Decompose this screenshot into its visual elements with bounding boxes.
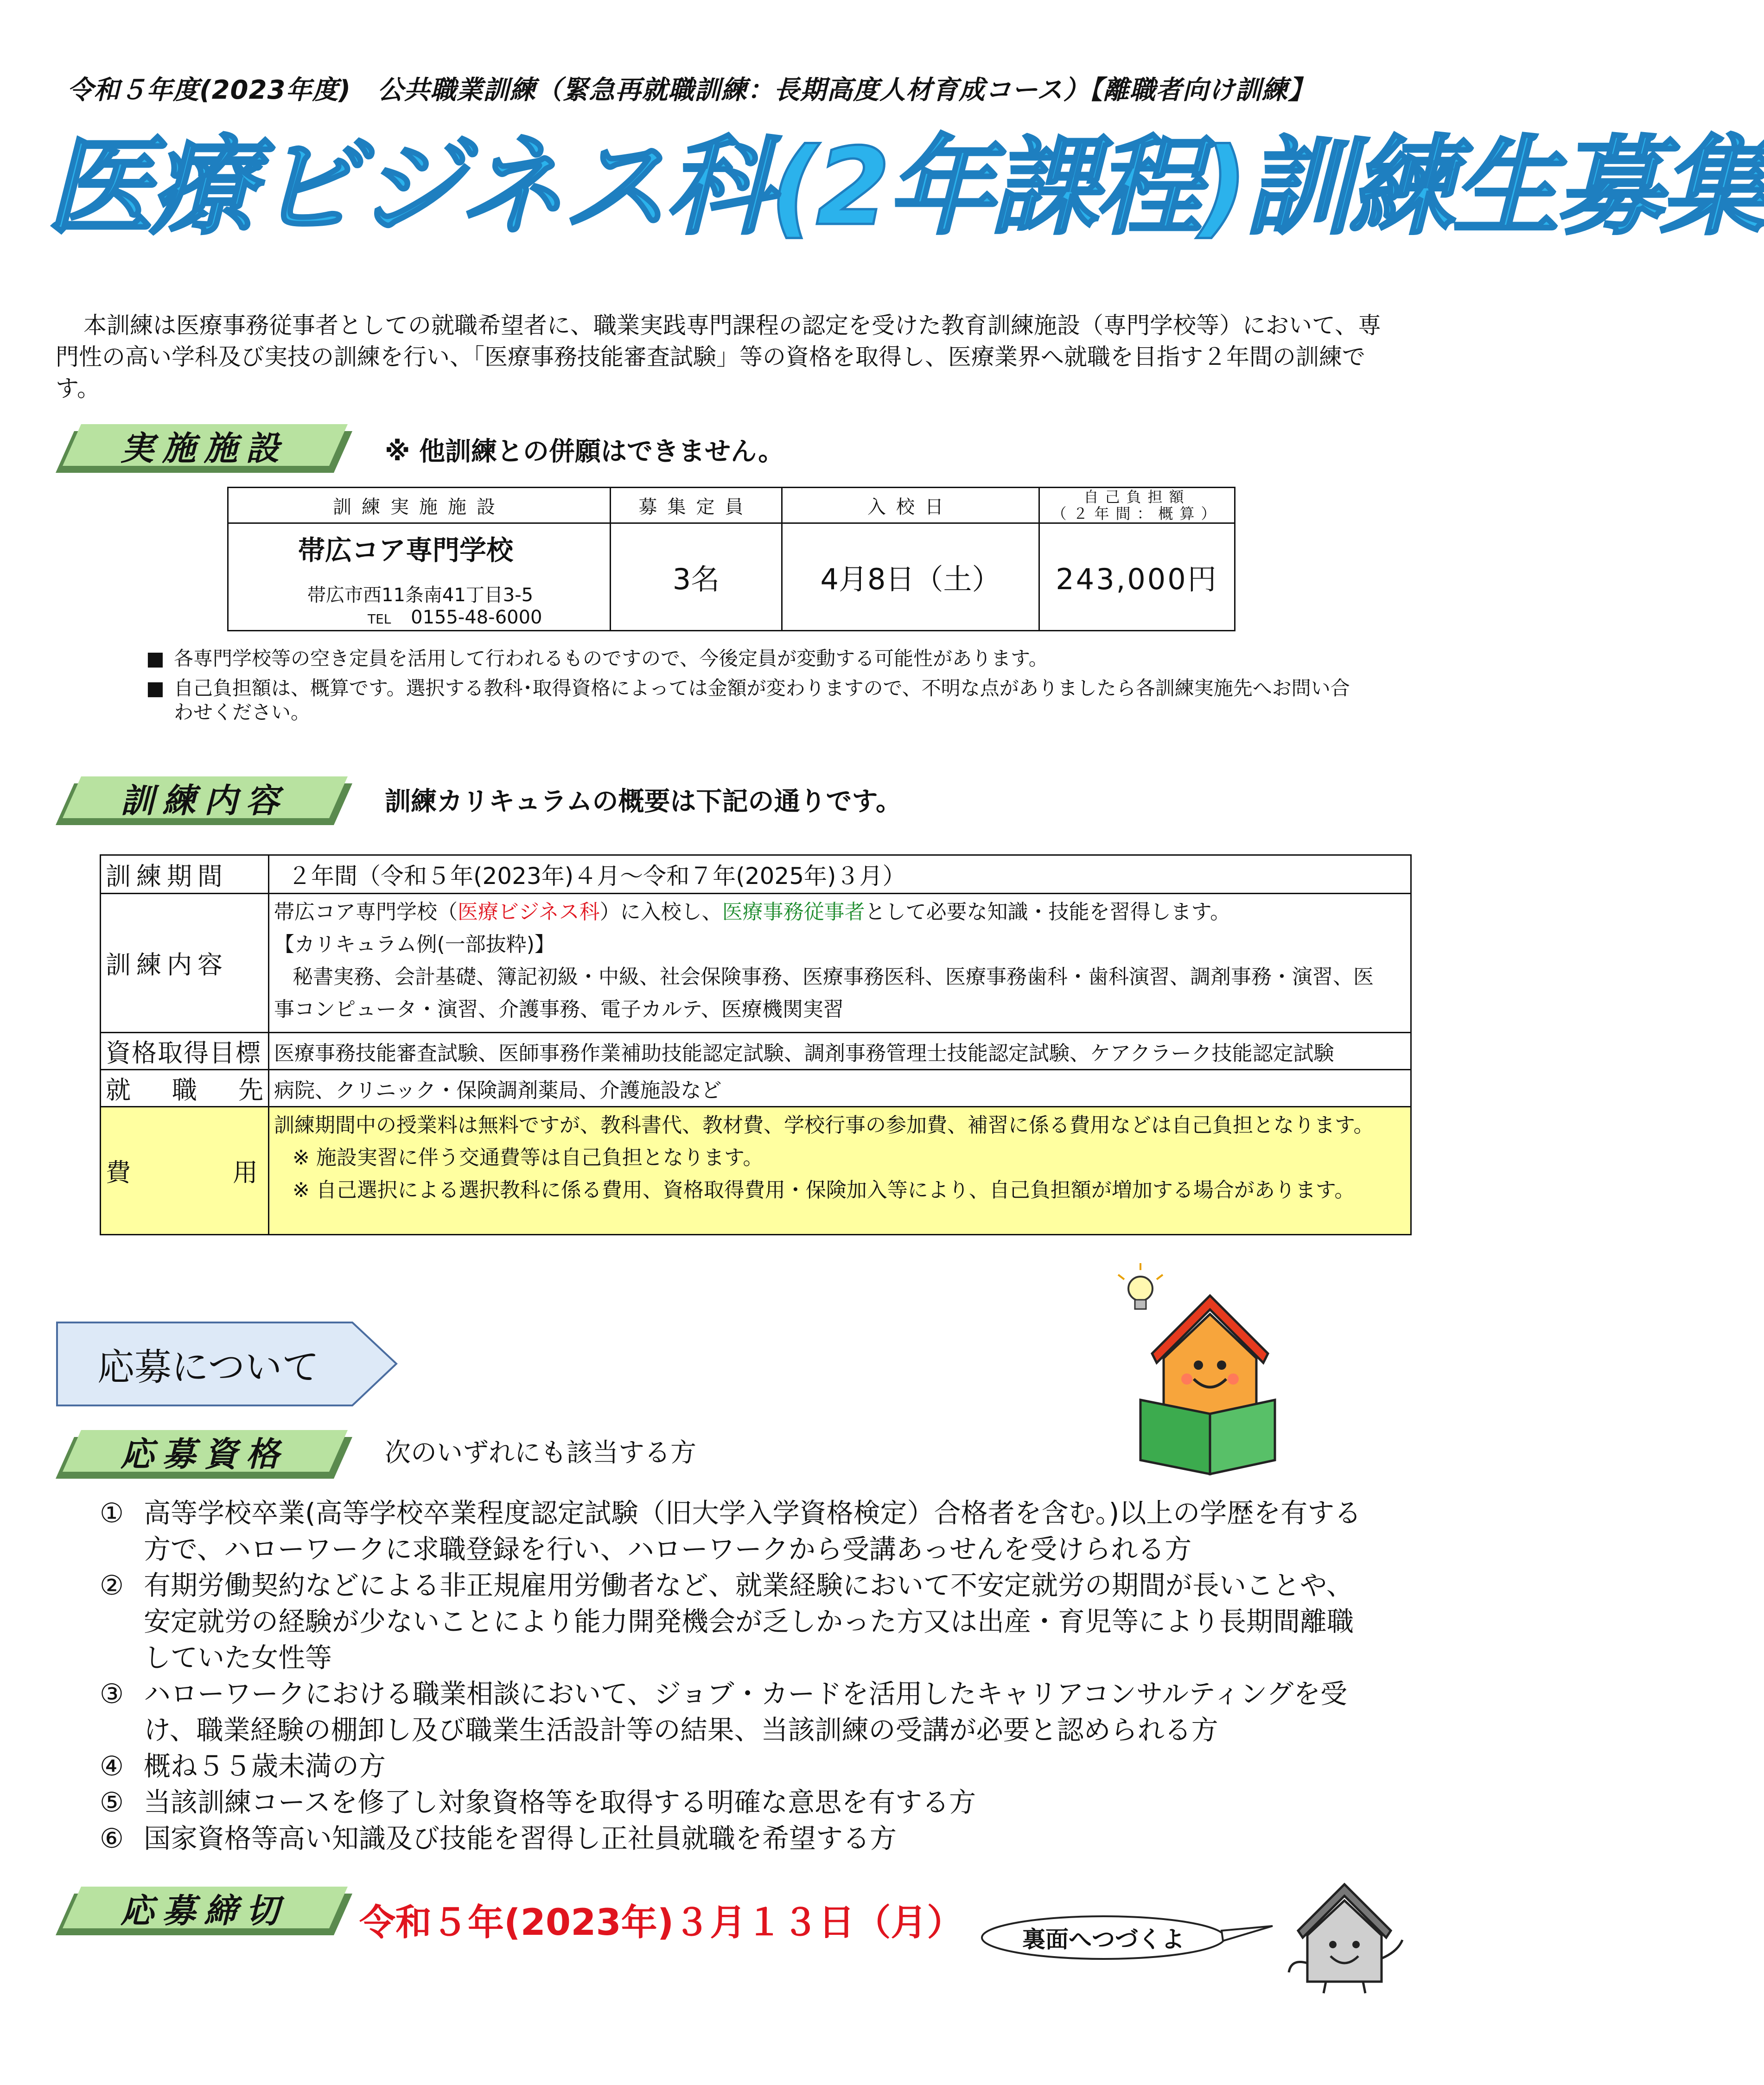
page-title: 医療ビジネス科(2年課程)訓練生募集	[46, 126, 1764, 249]
qual-label: 資格取得目標	[101, 1033, 269, 1070]
tag-facility-label: 実施施設	[120, 428, 287, 468]
job-label: 就 職 先	[101, 1070, 269, 1107]
th-facility: 訓練実施施設	[228, 488, 611, 523]
curriculum-line2: 事コンピュータ・演習、介護事務、電子カルテ、医療機関実習	[274, 998, 844, 1021]
tag-facility	[56, 424, 352, 477]
th-entry-date: 入校日	[782, 488, 1039, 523]
content-label: 訓練内容	[101, 894, 269, 1033]
entry-date-cell: 4月8日（土）	[782, 523, 1039, 631]
deadline-date: 令和５年(2023年)３月１３日（月）	[359, 1902, 963, 1944]
list-item: ① 高等学校卒業(高等学校卒業程度認定試験（旧大学入学資格検定）合格者を含む。)以上の学歴を有する方で、ハローワークに求職登録を行い、ハローワークから受講あっせんを受けられる方	[100, 1497, 1362, 1565]
period-label: 訓練期間	[101, 855, 269, 894]
curriculum-head: 【カリキュラム例(一部抜粋)】	[274, 933, 555, 956]
th-capacity: 募集定員	[611, 488, 782, 523]
facility-note-2: ■ 自己負担額は、概算です。選択する教科･取得資格によっては金額が変わりますので、不明な点がありましたら各訓練実施先へお問い合わせください。	[146, 677, 1350, 724]
school-name: 帯広コア専門学校	[298, 534, 514, 566]
mascot-waving-icon	[1280, 1875, 1419, 1996]
fee-value	[269, 1107, 1411, 1235]
eligibility-list	[100, 1495, 1379, 1856]
role-highlight: 医療事務従事者	[722, 900, 865, 924]
list-item: ⑤ 当該訓練コースを修了し対象資格等を取得する明確な意思を有する方	[100, 1786, 976, 1818]
continue-text: 裏面へつづくよ	[1022, 1926, 1184, 1953]
qual-value: 医療事務技能審査試験、医師事務作業補助技能認定試験、調剤事務管理士技能認定試験、ケアクラーク技能認定試験	[269, 1033, 1411, 1070]
application-heading-label: 応募について	[97, 1346, 319, 1389]
tag-deadline	[56, 1887, 352, 1940]
th-cost	[1039, 488, 1235, 523]
th-cost-line2: （２年間：概算）	[1051, 505, 1223, 522]
facility-cell	[228, 523, 611, 631]
cost-cell: 243,000円	[1039, 523, 1235, 631]
tag-eligibility	[56, 1430, 352, 1483]
curriculum-line1: 秘書実務、会計基礎、簿記初級・中級、社会保険事務、医療事務医科、医療事務歯科・歯科演習、調剤事務・演習、医	[293, 965, 1374, 989]
mascot-reading-icon	[1103, 1261, 1289, 1479]
facility-note-1: ■ 各専門学校等の空き定員を活用して行われるものですので、今後定員が変動する可能性があります。	[146, 647, 1048, 670]
tag-content	[56, 776, 352, 830]
school-tel: TEL 0155-48-6000	[368, 607, 542, 628]
school-address: 帯広市西11条南41丁目3-5	[307, 585, 534, 606]
list-item: ② 有期労働契約などによる非正規雇用労働者など、就業経験において不安定就労の期間が長いことや、安定就労の経験が少ないことにより能力開発機会が乏しかった方又は出産・育児等により長期間離職していた女性等	[100, 1570, 1354, 1673]
list-item: ③ ハローワークにおける職業相談において、ジョブ・カードを活用したキャリアコンサルティングを受け、職業経験の棚卸し及び職業生活設計等の結果、当該訓練の受講が必要と認められる方	[100, 1678, 1348, 1746]
tag-content-label: 訓練内容	[120, 781, 287, 820]
fee-line1: 訓練期間中の授業料は無料ですが、教科書代、教材費、学校行事の参加費、補習に係る費用などは自己負担となります。	[274, 1113, 1374, 1137]
fee-label: 費 用	[101, 1107, 269, 1235]
fee-line2: ※ 施設実習に伴う交通費等は自己負担となります。	[293, 1146, 764, 1170]
fee-line3: ※ 自己選択による選択教科に係る費用、資格取得費用・保険加入等により、自己負担額が増加する場合があります。	[293, 1178, 1355, 1202]
bullet-square-icon: ■	[146, 647, 165, 670]
bullet-square-icon: ■	[146, 677, 165, 699]
th-cost-line1: 自己負担額	[1083, 488, 1191, 506]
tel-label: TEL	[368, 611, 391, 627]
job-value: 病院、クリニック・保険調剤薬局、介護施設など	[269, 1070, 1411, 1107]
eligibility-note: 次のいずれにも該当する方	[385, 1438, 696, 1468]
continue-bubble	[978, 1912, 1275, 1963]
content-value	[269, 894, 1411, 1033]
list-item: ④ 概ね５５歳未満の方	[100, 1750, 386, 1782]
facility-note: ※ 他訓練との併願はできません。	[385, 437, 784, 467]
content-note: 訓練カリキュラムの概要は下記の通りです。	[385, 787, 902, 817]
intro-text: 本訓練は医療事務従事者としての就職希望者に、職業実践専門課程の認定を受けた教育訓練施設（専門学校等）において、専門性の高い学科及び実技の訓練を行い、「医療事務技能審査試験」等の資格を取得し、医療業界へ就職を目指す２年間の訓練です。	[56, 312, 1381, 402]
facility-table	[227, 487, 1235, 631]
header-subtitle: 令和５年度(2023年度) 公共職業訓練（緊急再就職訓練：長期高度人材育成コース）【離職者向け訓練】	[67, 75, 1315, 105]
period-value: ２年間（令和５年(2023年)４月～令和７年(2025年)３月）	[269, 855, 1411, 894]
content-line: 帯広コア専門学校（医療ビジネス科）に入校し、医療事務従事者として必要な知識・技能を習得します。	[274, 900, 1231, 924]
facility-notes	[146, 647, 1351, 725]
capacity-cell: 3名	[611, 523, 782, 631]
course-highlight: 医療ビジネス科	[458, 900, 600, 924]
tag-eligibility-label: 応募資格	[120, 1434, 287, 1474]
content-table	[100, 854, 1412, 1235]
list-item: ⑥ 国家資格等高い知識及び技能を習得し正社員就職を希望する方	[100, 1823, 897, 1854]
tag-deadline-label: 応募締切	[120, 1891, 287, 1930]
application-heading	[56, 1321, 399, 1407]
